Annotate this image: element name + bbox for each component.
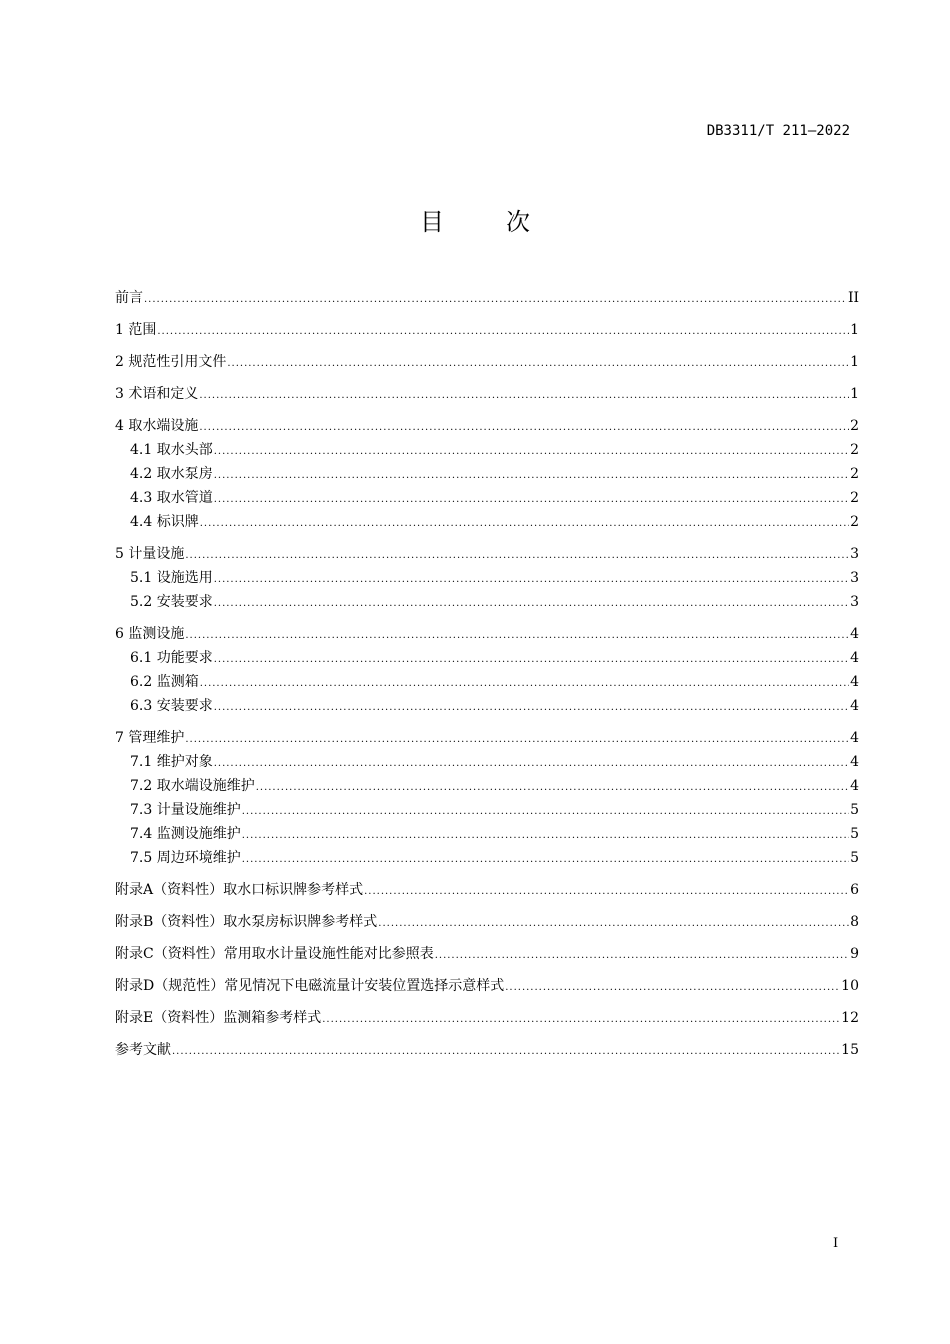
toc-leader-dots bbox=[242, 848, 849, 872]
table-of-contents bbox=[115, 286, 859, 1062]
toc-leader-dots bbox=[214, 752, 849, 776]
toc-entry[interactable] bbox=[115, 382, 859, 406]
toc-entry-page: 2 bbox=[850, 490, 859, 506]
toc-entry-label: 附录E（资料性）监测箱参考样式 bbox=[115, 1010, 322, 1026]
toc-entry[interactable] bbox=[115, 1006, 859, 1030]
toc-entry-label: 5.2 安装要求 bbox=[130, 594, 213, 610]
toc-entry[interactable] bbox=[115, 590, 859, 614]
toc-entry-label: 4.2 取水泵房 bbox=[130, 466, 213, 482]
toc-entry-page: 4 bbox=[850, 778, 859, 794]
toc-leader-dots bbox=[200, 672, 849, 696]
toc-leader-dots bbox=[364, 880, 849, 904]
toc-leader-dots bbox=[214, 464, 849, 488]
toc-entry-page: 4 bbox=[850, 754, 859, 770]
toc-entry[interactable] bbox=[115, 774, 859, 798]
toc-entry-label: 7.3 计量设施维护 bbox=[130, 802, 241, 818]
toc-entry-page: 1 bbox=[850, 354, 859, 370]
toc-entry-label: 1 范围 bbox=[115, 322, 157, 338]
toc-leader-dots bbox=[435, 944, 849, 968]
toc-leader-dots bbox=[185, 728, 849, 752]
toc-entry[interactable] bbox=[115, 510, 859, 534]
toc-entry-page: 4 bbox=[850, 626, 859, 642]
toc-leader-dots bbox=[199, 384, 849, 408]
toc-entry[interactable] bbox=[115, 910, 859, 934]
toc-entry-label: 附录C（资料性）常用取水计量设施性能对比参照表 bbox=[115, 946, 434, 962]
toc-entry[interactable] bbox=[115, 486, 859, 510]
toc-leader-dots bbox=[214, 696, 849, 720]
toc-entry-label: 6 监测设施 bbox=[115, 626, 185, 642]
toc-leader-dots bbox=[172, 1040, 840, 1064]
toc-entry-label: 参考文献 bbox=[115, 1042, 171, 1058]
toc-entry[interactable] bbox=[115, 542, 859, 566]
toc-leader-dots bbox=[214, 648, 849, 672]
toc-entry[interactable] bbox=[115, 646, 859, 670]
toc-entry[interactable] bbox=[115, 726, 859, 750]
toc-entry-page: 10 bbox=[841, 978, 859, 994]
toc-entry-page: 2 bbox=[850, 514, 859, 530]
toc-entry-label: 7.4 监测设施维护 bbox=[130, 826, 241, 842]
toc-leader-dots bbox=[199, 416, 849, 440]
toc-entry[interactable] bbox=[115, 286, 859, 310]
toc-leader-dots bbox=[214, 488, 849, 512]
toc-leader-dots bbox=[144, 288, 847, 312]
toc-entry-label: 3 术语和定义 bbox=[115, 386, 199, 402]
toc-entry-label: 附录D（规范性）常见情况下电磁流量计安装位置选择示意样式 bbox=[115, 978, 505, 994]
toc-entry-label: 4 取水端设施 bbox=[115, 418, 199, 434]
toc-entry-page: 9 bbox=[850, 946, 859, 962]
toc-leader-dots bbox=[505, 976, 840, 1000]
toc-entry-label: 5 计量设施 bbox=[115, 546, 185, 562]
toc-entry-label: 6.3 安装要求 bbox=[130, 698, 213, 714]
toc-entry-page: 2 bbox=[850, 418, 859, 434]
toc-entry-page: 1 bbox=[850, 386, 859, 402]
toc-entry-page: 4 bbox=[850, 730, 859, 746]
toc-entry-label: 7 管理维护 bbox=[115, 730, 185, 746]
toc-leader-dots bbox=[227, 352, 849, 376]
toc-entry[interactable] bbox=[115, 942, 859, 966]
toc-entry-label: 5.1 设施选用 bbox=[130, 570, 213, 586]
toc-entry[interactable] bbox=[115, 414, 859, 438]
toc-leader-dots bbox=[322, 1008, 840, 1032]
toc-leader-dots bbox=[214, 440, 849, 464]
toc-entry-label: 附录A（资料性）取水口标识牌参考样式 bbox=[115, 882, 364, 898]
toc-entry-page: 4 bbox=[850, 650, 859, 666]
toc-entry-page: 5 bbox=[850, 850, 859, 866]
toc-entry-label: 4.3 取水管道 bbox=[130, 490, 213, 506]
toc-entry[interactable] bbox=[115, 622, 859, 646]
toc-entry[interactable] bbox=[115, 750, 859, 774]
toc-entry-page: 3 bbox=[850, 546, 859, 562]
toc-entry[interactable] bbox=[115, 566, 859, 590]
toc-entry-page: 4 bbox=[850, 698, 859, 714]
toc-entry-page: 12 bbox=[841, 1010, 859, 1026]
toc-leader-dots bbox=[200, 512, 849, 536]
toc-entry[interactable] bbox=[115, 318, 859, 342]
toc-entry-page: 15 bbox=[841, 1042, 859, 1058]
toc-leader-dots bbox=[214, 568, 849, 592]
toc-entry[interactable] bbox=[115, 974, 859, 998]
toc-leader-dots bbox=[242, 824, 849, 848]
toc-entry[interactable] bbox=[115, 878, 859, 902]
toc-entry-label: 4.1 取水头部 bbox=[130, 442, 213, 458]
toc-entry[interactable] bbox=[115, 670, 859, 694]
toc-entry-label: 6.2 监测箱 bbox=[130, 674, 199, 690]
toc-entry-page: 3 bbox=[850, 594, 859, 610]
toc-entry-page: 5 bbox=[850, 826, 859, 842]
toc-entry-label: 6.1 功能要求 bbox=[130, 650, 213, 666]
toc-entry[interactable] bbox=[115, 350, 859, 374]
toc-leader-dots bbox=[185, 624, 849, 648]
toc-entry-label: 7.5 周边环境维护 bbox=[130, 850, 241, 866]
toc-entry-page: 2 bbox=[850, 442, 859, 458]
toc-entry[interactable] bbox=[115, 1038, 859, 1062]
page-number: I bbox=[833, 1236, 839, 1251]
toc-leader-dots bbox=[256, 776, 849, 800]
toc-entry-page: 4 bbox=[850, 674, 859, 690]
document-number: DB3311/T 211—2022 bbox=[706, 123, 850, 139]
toc-leader-dots bbox=[242, 800, 849, 824]
toc-entry-label: 4.4 标识牌 bbox=[130, 514, 199, 530]
toc-leader-dots bbox=[185, 544, 849, 568]
toc-entry-page: 2 bbox=[850, 466, 859, 482]
toc-leader-dots bbox=[378, 912, 849, 936]
toc-entry-label: 2 规范性引用文件 bbox=[115, 354, 227, 370]
page-title: 目次 bbox=[420, 208, 592, 236]
toc-entry[interactable] bbox=[115, 462, 859, 486]
toc-entry-label: 7.1 维护对象 bbox=[130, 754, 213, 770]
toc-entry[interactable] bbox=[115, 846, 859, 870]
toc-leader-dots bbox=[157, 320, 849, 344]
toc-entry-page: 6 bbox=[850, 882, 859, 898]
toc-entry-page: 3 bbox=[850, 570, 859, 586]
toc-entry[interactable] bbox=[115, 438, 859, 462]
toc-entry-page: 8 bbox=[850, 914, 859, 930]
toc-entry[interactable] bbox=[115, 822, 859, 846]
toc-leader-dots bbox=[214, 592, 849, 616]
toc-entry[interactable] bbox=[115, 694, 859, 718]
toc-entry-label: 前言 bbox=[115, 290, 143, 306]
toc-entry-label: 7.2 取水端设施维护 bbox=[130, 778, 255, 794]
toc-entry-page: 5 bbox=[850, 802, 859, 818]
toc-entry-page: 1 bbox=[850, 322, 859, 338]
toc-entry[interactable] bbox=[115, 798, 859, 822]
toc-entry-label: 附录B（资料性）取水泵房标识牌参考样式 bbox=[115, 914, 378, 930]
toc-entry-page: II bbox=[847, 290, 859, 306]
